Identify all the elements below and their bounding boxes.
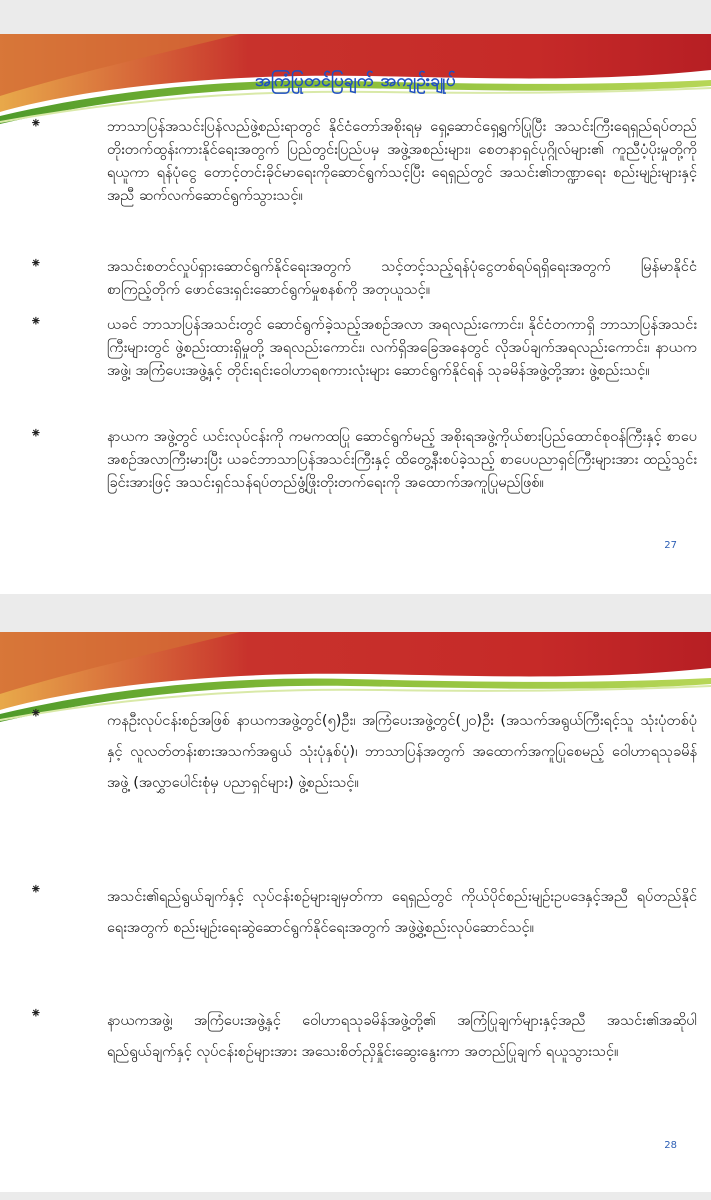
bullet-text: နာယကအဖွဲ့၊ အကြံပေးအဖွဲ့နှင့် ဝေါဟာရသုခမိန်အဖွဲ့တို့၏ အကြံပြုချက်များနှင့်အညီ အသင်း၏အဆိုပါရည်ရွယ်ချက်နှင့် လုပ်ငန်းစဉ်များအား အသေးစိတ်ညှိနှိုင်းဆွေးနွေးကာ အတည်ပြုချက် ရယူသွားသင့်။ (107, 1013, 697, 1060)
bullet-text: ဘာသာပြန်အသင်းပြန်လည်ဖွဲ့စည်းရာတွင် နိုင်ငံတော်အစိုးရမှ ရှေ့ဆောင်ရှေ့ရွက်ပြုပြီး အသင်းကြီးရေရှည်ရပ်တည် တိုးတက်ထွန်းကားနိုင်ရေးအတွက် ပြည်တွင်းပြည်ပမှ အဖွဲ့အစည်းများ၊ စေတနာရှင်ပုဂ္ဂိုလ်များ၏ ကူညီပံ့ပိုးမှုတို့ကို ရယူကာ ရန်ပုံငွေ တောင့်တင်းခိုင်မာရေးကိုဆောင်ရွက်သင့်ပြီး ရေရှည်တွင် အသင်း၏ဘဏ္ဍာရေး စည်းမျဉ်းများနှင့်အညီ ဆက်လက်ဆောင်ရွက်သွားသင့်။ (107, 119, 697, 204)
bullet-text: ကနဦးလုပ်ငန်းစဉ်အဖြစ် နာယကအဖွဲ့တွင်(၅)ဦး၊ အကြံပေးအဖွဲ့တွင်(၂၀)ဦး (အသက်အရွယ်ကြီးရင့်သူ သုံးပုံတစ်ပုံနှင့် လူလတ်တန်းစားအသက်အရွယ် သုံးပုံနှစ်ပုံ)၊ ဘာသာပြန်အတွက် အထောက်အကူပြုစေမည့် ဝေါဟာရသုခမိန်အဖွဲ့ (အလွှာပေါင်းစုံမှ ပညာရှင်များ) ဖွဲ့စည်းသင့်။ (107, 713, 697, 791)
bullet-text: အသင်းစတင်လှုပ်ရှားဆောင်ရွက်နိုင်ရေးအတွက် သင့်တင့်သည့်ရန်ပုံငွေတစ်ရပ်ရရှိရေးအတွက် မြန်မာနိုင်ငံစာကြည့်တိုက် ဖောင်ဒေးရှင်းဆောင်ရွက်မှုစနစ်ကို အတုယူသင့်။ (107, 259, 697, 298)
asterisk-bullet-icon: ⁕ (30, 426, 42, 442)
asterisk-bullet-icon: ⁕ (30, 706, 42, 722)
asterisk-bullet-icon: ⁕ (30, 116, 42, 132)
asterisk-bullet-icon: ⁕ (30, 256, 42, 272)
page-number: 28 (664, 1140, 677, 1151)
bullet-text: အသင်း၏ရည်ရွယ်ချက်နှင့် လုပ်ငန်းစဉ်များချမှတ်ကာ ရေရှည်တွင် ကိုယ်ပိုင်စည်းမျဉ်းဥပဒေနှင့်အညီ ရပ်တည်နိုင်ရေးအတွက် စည်းမျဉ်းရေးဆွဲဆောင်ရွက်နိုင်ရေးအတွက် အဖွဲ့ဖွဲ့စည်းလုပ်ဆောင်သင့်။ (107, 889, 697, 936)
slide-page-27 (0, 34, 711, 594)
asterisk-bullet-icon: ⁕ (30, 882, 42, 898)
asterisk-bullet-icon: ⁕ (30, 1006, 42, 1022)
slide-page-28 (0, 632, 711, 1192)
slide-title: အကြံပြုတင်ပြချက် အကျဉ်းချုပ် (254, 71, 457, 91)
bullet-text: ယခင် ဘာသာပြန်အသင်းတွင် ဆောင်ရွက်ခဲ့သည့်အစဉ်အလာ အရလည်းကောင်း၊ နိုင်ငံတကာရှိ ဘာသာပြန်အသင်းကြီးများတွင် ဖွဲ့စည်းထားရှိမှုတို့ အရလည်းကောင်း၊ လက်ရှိအခြေအနေတွင် လိုအပ်ချက်အရလည်းကောင်း၊ နာယကအဖွဲ့၊ အကြံပေးအဖွဲ့နှင့် တိုင်းရင်းဝေါဟာရစကားလုံးများ ဆောင်ရွက်နိုင်ရန် သုခမိန်အဖွဲ့တို့အား ဖွဲ့စည်းသင့်။ (107, 317, 697, 379)
asterisk-bullet-icon: ⁕ (30, 314, 42, 330)
bullet-text: နာယက အဖွဲ့တွင် ယင်းလုပ်ငန်းကို ကမကထပြု ဆောင်ရွက်မည့် အစိုးရအဖွဲ့ကိုယ်စားပြည်ထောင်စုဝန်ကြီးနှင့် စာပေအစဉ်အလာကြီးမားပြီး ယခင်ဘာသာပြန်အသင်းကြီးနှင့် ထိတွေ့နီးစပ်ခဲ့သည့် စာပေပညာရှင်ကြီးများအား ထည့်သွင်းခြင်းအားဖြင့် အသင်းရှင်သန်ရပ်တည်ဖွံ့ဖြိုးတိုးတက်ရေးကို အထောက်အကူပြုမည်ဖြစ်။ (107, 429, 697, 491)
page-number: 27 (664, 540, 677, 551)
